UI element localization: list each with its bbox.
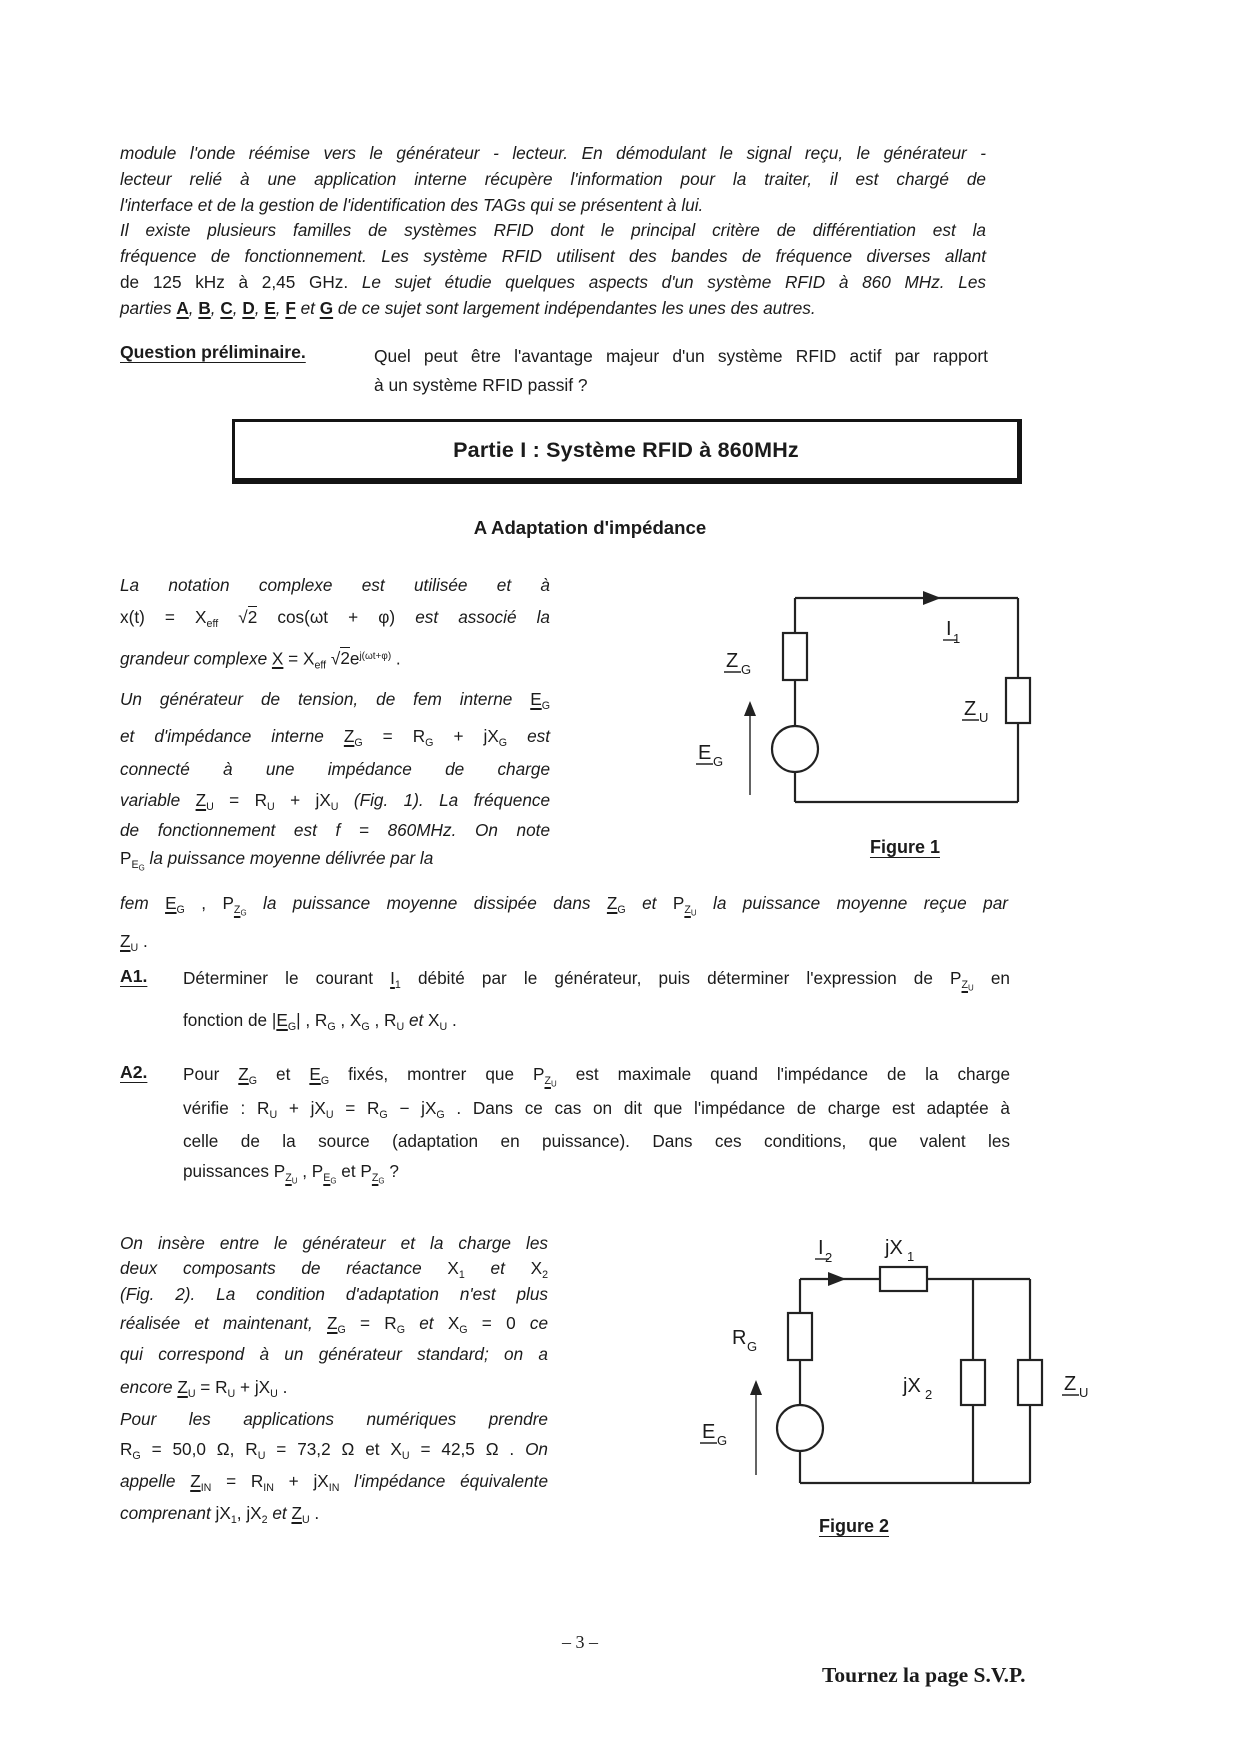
col2-line: (Fig. 2). La condition d'adaptation n'est plus [120,1284,548,1304]
fig2-label-zu: Z [1064,1373,1077,1395]
fig1-impedance-zg-symbol [783,633,807,680]
fig2-label-jx2: jX [903,1375,921,1397]
col2-line: deux composants de réactance $X_1$ et $X_2$ [120,1258,549,1282]
fig2-label-i2: I [818,1237,824,1259]
col1-line: grandeur complexe $X = X_{eff}$ $√2e^{j(\omega t+\varphi)}$ . [120,648,401,672]
intro-line: fréquence de fonctionnement. Les système RFID utilisent des bandes de fréquence diverses allant [120,246,986,267]
fig1-current-arrow [923,591,941,605]
col1-line: $P_{EG}$ la puissance moyenne délivrée par la [120,848,434,873]
intro-paragraph [120,141,986,322]
col1-line: La notation complexe est utilisée et à [120,575,550,595]
question-a1-line: fonction de $|E_G|$ , $R_G$ , $X_G$ , $R_U$ et $X_U$ . [183,1010,457,1034]
col2-line: On insère entre le générateur et la charge les [120,1233,548,1253]
question-a1-label: A1. [120,966,148,986]
fig1-label-i1: I [946,618,952,640]
col1-line: variable $Z_U = R_U + jX_U$ (Fig. 1). La fréquence [120,790,551,814]
question-a2-label: A2. [120,1062,148,1082]
fig2-emf-arrowhead [750,1380,762,1395]
col1-line: de fonctionnement est f = 860MHz. On note [120,820,550,840]
figure1-circuit-diagram [620,555,1065,870]
col2-line: qui correspond à un générateur standard; on a [120,1344,548,1364]
col1-line: $x(t) = X_{eff}$ √2 cos(ωt + φ) est associé la [120,607,550,631]
fig1-label-zu: Z [964,698,977,720]
fig2-reactance-x2-symbol [961,1360,985,1405]
intro-line: l'interface et de la gestion de l'identification des TAGs qui se présentent à lui. [120,194,704,215]
col1-line: connecté à une impédance de charge [120,759,550,779]
fig2-current-arrow [828,1272,846,1286]
fig2-label-jx1: jX [885,1237,903,1259]
intro-line: parties A, B, C, D, E, F et G de ce sujet sont largement indépendantes les unes des autres. [120,297,816,318]
fig2-label-eg-sub: G [717,1433,728,1448]
fig2-load-zu-symbol [1018,1360,1042,1405]
intro-line: module l'onde réémise vers le générateur - lecteur. En démodulant le signal reçu, le générateur - [120,143,986,163]
fig2-label-eg: E [702,1421,716,1443]
fig2-label-i2-sub: 2 [825,1250,833,1265]
intro-line: de 125 kHz à 2,45 GHz. Le sujet étudie quelques aspects d'un système RFID à 860 MHz. Les [120,271,986,292]
question-a2-line: Pour $Z_G$ et $E_G$ fixés, montrer que $P_{ZU}$ est maximale quand l'impédance de la charge [183,1064,1010,1089]
question-a2-line: celle de la source (adaptation en puissance). Dans ces conditions, que valent les [183,1131,1010,1151]
preliminary-question-line: Quel peut être l'avantage majeur d'un système RFID actif par rapport [374,346,988,366]
fig1-label-eg: E [698,742,712,764]
part1-title: Partie I : Système RFID à 860MHz [453,437,799,462]
fig1-label-zg-sub: G [741,662,752,677]
col1-line: et d'impédance interne $Z_G = R_G + jX_G$ est [120,726,551,750]
col2-line: encore $Z_U = R_U + jX_U$ . [120,1377,288,1401]
fig2-resistor-rg-symbol [788,1313,812,1360]
section-a-heading: A Adaptation d'impédance [473,517,707,538]
preliminary-question-label: Question préliminaire. [120,342,306,362]
preliminary-question-text [374,342,988,400]
col1-paragraph [120,571,550,871]
col1-line: Un générateur de tension, de fem interne $E_G$ [120,689,550,713]
turn-page-note: Tournez la page S.V.P. [822,1663,1026,1687]
col2-line: Pour les applications numériques prendre [120,1409,548,1429]
fig2-label-rg-sub: G [747,1339,758,1354]
col2-line: appelle $Z_{IN} = R_{IN} + jX_{IN}$ l'impédance équivalente [120,1471,548,1495]
fig2-source-circle [777,1405,823,1451]
fig2-reactance-x1-symbol [880,1267,927,1291]
question-a2-line: puissances $P_{ZU}$ , $P_{EG}$ et $P_{ZG}$ ? [183,1161,399,1186]
fig1-label-eg-sub: G [713,754,724,769]
question-a2-line: vérifie : $R_U + jX_U = R_G - jX_G$ . Dans ce cas on dit que l'impédance de charge est adaptée à [183,1098,1010,1122]
fig2-label-zu-sub: U [1079,1385,1089,1400]
fig1-label-zg: Z [726,650,739,672]
figure2-circuit-diagram [660,1232,1125,1492]
preliminary-question-line: à un système RFID passif ? [374,375,588,395]
fig2-label-jx1-sub: 1 [907,1249,915,1264]
col2-line: $R_G = 50,0$ Ω, $R_U = 73,2$ Ω et $X_U = 42,5$ Ω . On [120,1439,548,1463]
intro-line: Il existe plusieurs familles de systèmes RFID dont le principal critère de différentiation est la [120,220,986,241]
fig1-load-zu-symbol [1006,678,1030,723]
cont1-line: fem $E_G$ , $P_{ZG}$ la puissance moyenne dissipée dans $Z_G$ et $P_{ZU}$ la puissance moyenne reçue par [120,893,1008,918]
part1-title-box [232,419,1022,484]
page-number: – 3 – [562,1632,598,1652]
fig1-source-circle [772,726,818,772]
question-a1-line: Déterminer le courant $I_1$ débité par le générateur, puis déterminer l'expression de $P_{ZU}$ en [183,968,1010,993]
fig1-label-i1-sub: 1 [953,631,961,646]
cont1-line: $Z_U$ . [120,931,148,955]
figure1-caption: Figure 1 [869,837,940,857]
intro-line: lecteur relié à une application interne récupère l'information pour la traiter, il est chargé de [120,168,986,189]
fig2-label-rg: R [732,1327,747,1349]
fig1-label-zu-sub: U [979,710,989,725]
col2-line: comprenant $jX_1$, $jX_2$ et $Z_U$ . [120,1503,320,1527]
fig2-label-jx2-sub: 2 [925,1387,933,1402]
figure2-caption: Figure 2 [818,1516,889,1536]
col2-line: réalisée et maintenant, $Z_G = R_G$ et $X_G = 0$ ce [120,1313,549,1337]
col2-paragraph [120,1231,548,1529]
fig1-emf-arrowhead [744,701,756,716]
